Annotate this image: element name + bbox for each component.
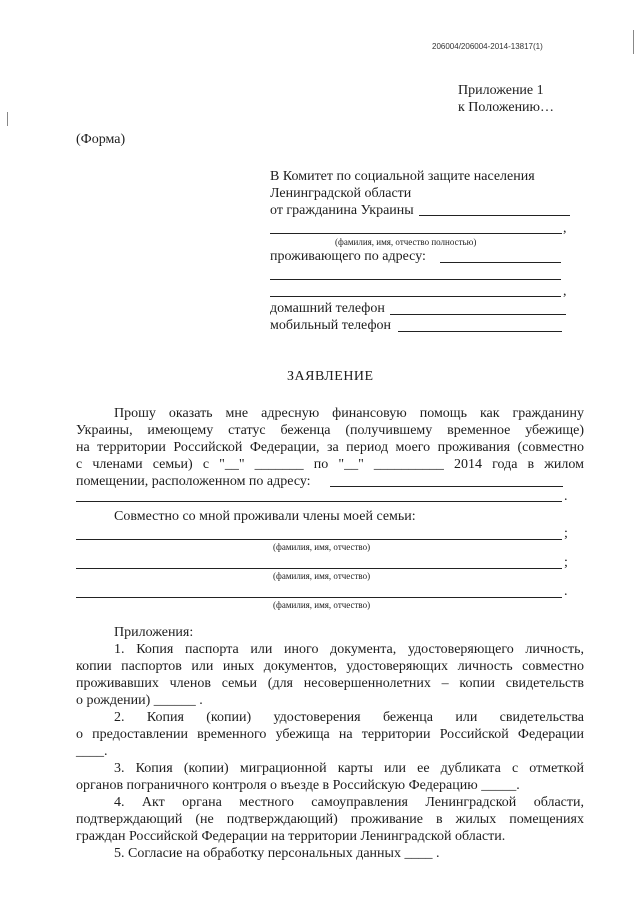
scan-edge-left — [7, 112, 8, 126]
family-member-1-hint: (фамилия, имя, отчество) — [273, 542, 371, 552]
addressee-line-2: Ленинградской области — [270, 186, 412, 201]
addressee-line-1: В Комитет по социальной защите населения — [270, 169, 535, 184]
request-line-5: помещении, расположенном по адресу: — [76, 474, 311, 489]
family-member-blank-1[interactable] — [76, 539, 562, 540]
attachment-4-line-2: подтверждающий (не подтверждающий) проживание в жилых помещениях — [76, 812, 584, 827]
request-line-4: с членами семьи) с "__" _______ по "__" __________ 2014 года в жилом — [76, 457, 584, 472]
scan-edge-right — [633, 30, 634, 54]
address-blank-2[interactable] — [270, 279, 561, 280]
citizen-name-blank[interactable] — [419, 215, 570, 216]
family-member-3-end: . — [564, 584, 568, 599]
document-title: ЗАЯВЛЕНИЕ — [287, 369, 374, 384]
attachment-1-line-1: 1. Копия паспорта или иного документа, удостоверяющего личность, — [114, 642, 584, 657]
attachment-2-line-3: ____. — [76, 744, 108, 759]
fio-hint: (фамилия, имя, отчество полностью) — [335, 237, 477, 247]
attachment-2-line-2: о предоставлении временного убежища на территории Российской Федерации — [76, 727, 584, 742]
request-line-3: на территории Российской Федерации, за период моего проживания (совместно — [76, 440, 584, 455]
address-comma: , — [563, 284, 567, 299]
family-member-1-end: ; — [564, 526, 568, 541]
attachment-3-line-2: органов пограничного контроля о въезде в Российскую Федерацию _____. — [76, 778, 520, 793]
attachment-1-line-2: копии паспортов или иных документов, удостоверяющих личность совместно — [76, 659, 584, 674]
mobile-phone-blank[interactable] — [398, 331, 562, 332]
mobile-phone-label: мобильный телефон — [270, 318, 392, 333]
appendix-number: Приложение 1 — [458, 83, 544, 98]
appendix-reference: к Положению… — [458, 100, 555, 115]
attachment-2-line-1: 2. Копия (копии) удостоверения беженца или свидетельства — [114, 710, 584, 725]
form-label: (Форма) — [76, 132, 126, 147]
family-member-3-hint: (фамилия, имя, отчество) — [273, 600, 371, 610]
fio-blank[interactable] — [270, 233, 562, 234]
address-blank-3[interactable] — [270, 296, 561, 297]
address-blank-1[interactable] — [440, 262, 561, 263]
address-label: проживающего по адресу: — [270, 249, 426, 264]
request-line-1: Прошу оказать мне адресную финансовую помощь как гражданину — [114, 406, 584, 421]
family-member-2-hint: (фамилия, имя, отчество) — [273, 571, 371, 581]
fio-comma: , — [563, 221, 567, 236]
document-id: 206004/206004-2014-13817(1) — [432, 42, 543, 51]
attachment-3-line-1: 3. Копия (копии) миграционной карты или ее дубликата с отметкой — [114, 761, 584, 776]
request-line-2: Украины, имеющему статус беженца (получившему временное убежище) — [76, 423, 584, 438]
home-phone-blank[interactable] — [390, 314, 566, 315]
attachment-1-line-4: о рождении) ______ . — [76, 693, 203, 708]
attachment-4-line-1: 4. Акт органа местного самоуправления Ленинградской области, — [114, 795, 584, 810]
attachment-1-line-3: проживавших членов семьи (для несовершеннолетних – копии свидетельств — [76, 676, 584, 691]
family-member-blank-3[interactable] — [76, 597, 562, 598]
attachment-5: 5. Согласие на обработку персональных данных ____ . — [114, 846, 440, 861]
residence-address-blank-2[interactable] — [76, 501, 562, 502]
home-phone-label: домашний телефон — [270, 301, 385, 316]
attachment-4-line-3: граждан Российской Федерации на территории Ленинградской области. — [76, 829, 506, 844]
family-member-blank-2[interactable] — [76, 568, 562, 569]
family-member-2-end: ; — [564, 555, 568, 570]
residence-address-blank-1[interactable] — [330, 486, 563, 487]
residence-address-period: . — [564, 489, 568, 504]
attachments-label: Приложения: — [114, 625, 194, 640]
family-intro: Совместно со мной проживали члены моей семьи: — [114, 509, 416, 524]
from-citizen-label: от гражданина Украины — [270, 203, 414, 218]
